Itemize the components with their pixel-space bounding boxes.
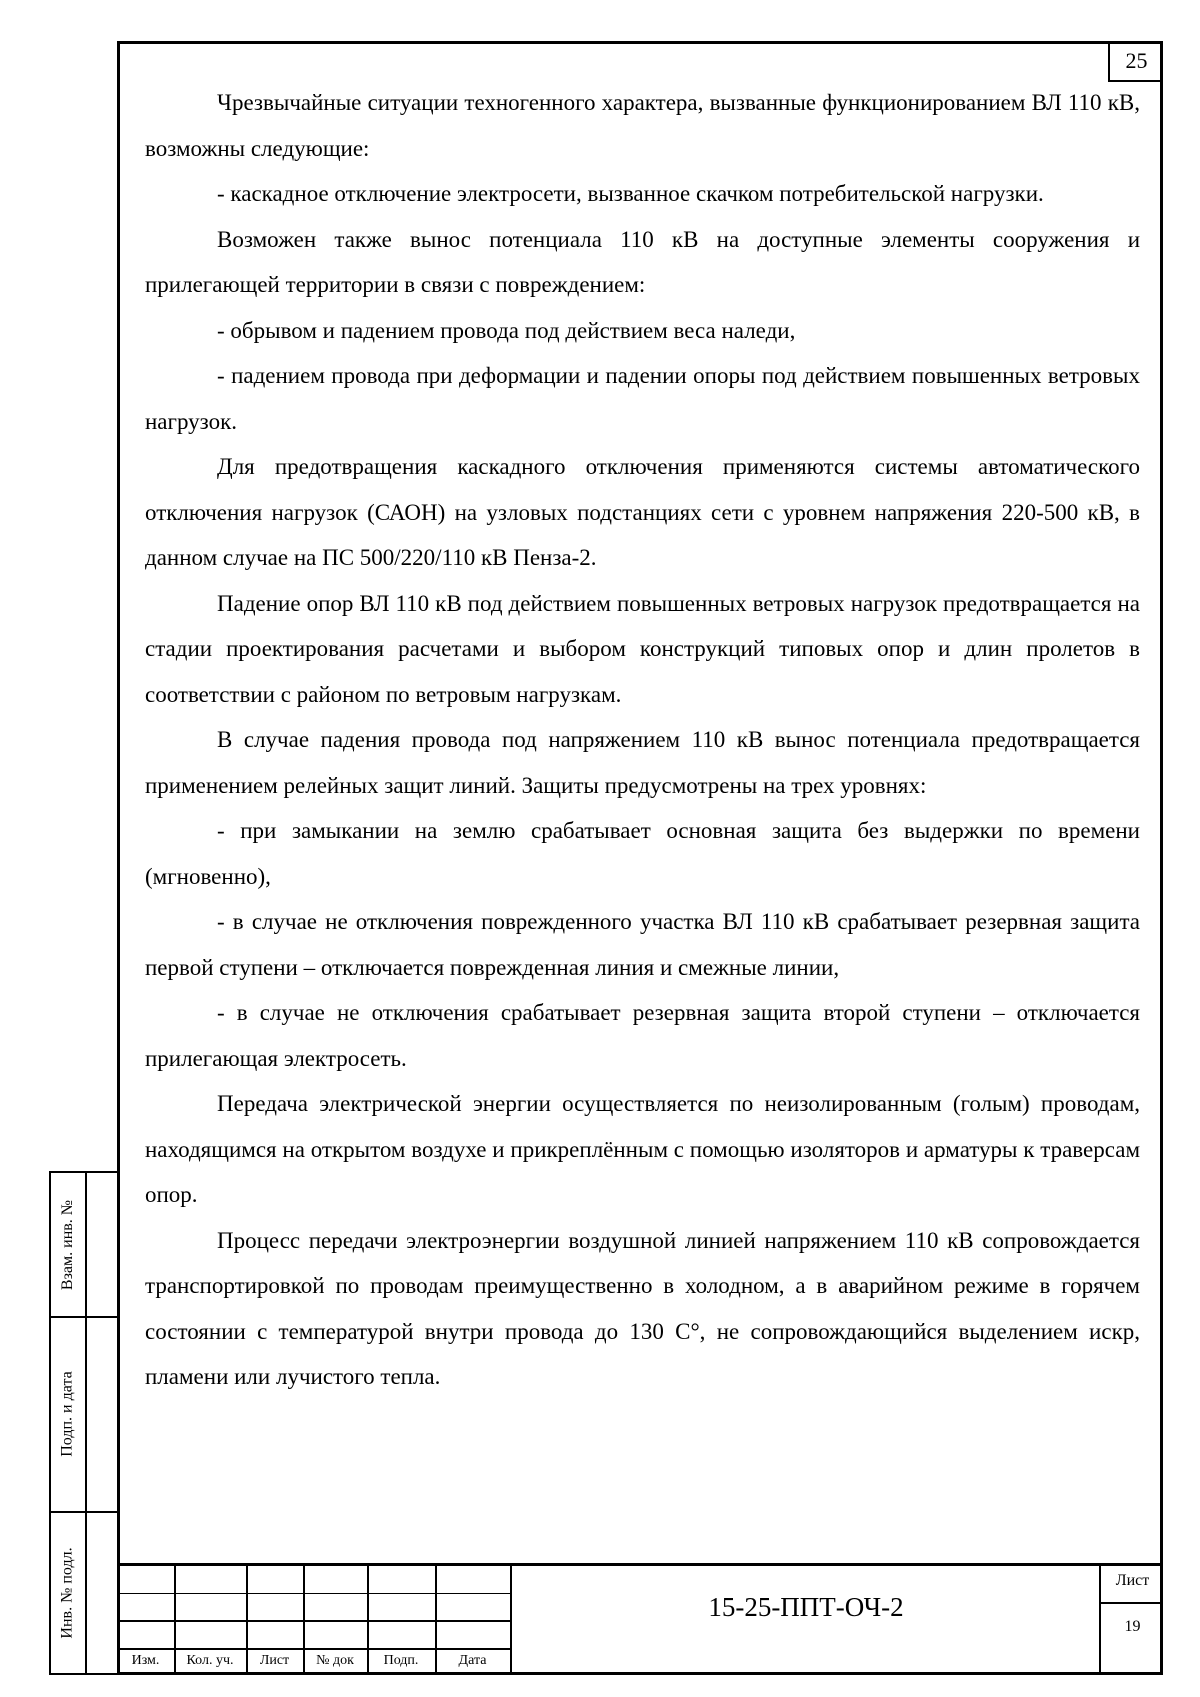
tb-col-line [1099, 1566, 1101, 1675]
paragraph: В случае падения провода под напряжением 110 кВ вынос потенциала предотвращается применением релейных защит линий. Защиты предусмотрены на трех уровнях: [145, 727, 1140, 798]
paragraph: Передача электрической энергии осуществляется по неизолированным (голым) проводам, находящимся на открытом воздухе и прикреплённым с помощью изоляторов и арматуры к траверсам опор. [145, 1091, 1140, 1207]
paragraph: Процесс передачи электроэнергии воздушной линией напряжением 110 кВ сопровождается транспортировкой по проводам преимущественно в холодном, а в аварийном режиме в горячем состоянии с температурой внутри провода до 130 С°, не сопровождающийся выделением искр, пламени или лучистого тепла. [145, 1227, 1140, 1389]
paragraph: - каскадное отключение электросети, вызванное скачком потребительской нагрузки. [217, 181, 1044, 206]
inv-replace-cell [53, 1173, 83, 1316]
paragraph: - падением провода при деформации и падении опоры под действием повышенных ветровых нагрузок. [145, 363, 1140, 434]
paragraph: Возможен также вынос потенциала 110 кВ на доступные элементы сооружения и прилегающей территории в связи с повреждением: [145, 226, 1140, 297]
col-podp-label: Подп. [383, 1653, 419, 1668]
col-kol-label: Кол. уч. [186, 1653, 234, 1668]
col-data-label: Дата [458, 1653, 487, 1668]
document-code: 15-25-ППТ-ОЧ-2 [708, 1592, 904, 1622]
side-stamp [49, 1171, 117, 1675]
side-stamp-divider [85, 1173, 87, 1673]
sign-date-cell [53, 1316, 83, 1511]
inv-orig-label: Инв. № подл. [59, 1547, 77, 1639]
paragraph: - обрывом и падением провода под действием веса наледи, [217, 317, 796, 343]
col-izm-label: Изм. [131, 1653, 160, 1668]
sheet-number: 19 [1124, 1618, 1141, 1635]
col-list-label: Лист [259, 1653, 290, 1668]
col-ndok-label: № док [316, 1653, 354, 1668]
paragraph: Чрезвычайные ситуации техногенного характера, вызванные функционированием ВЛ 110 кВ, возможны следующие: [145, 90, 1140, 161]
paragraph: - при замыкании на землю срабатывает основная защита без выдержки по времени (мгновенно), [145, 818, 1140, 889]
inv-replace-label: Взам. инв. № [59, 1199, 77, 1290]
tb-sheet-line [1099, 1602, 1163, 1604]
paragraph: - в случае не отключения поврежденного участка ВЛ 110 кВ срабатывает резервная защита первой ступени – отключается поврежденная линия и смежные линии, [145, 909, 1140, 980]
paragraph: - в случае не отключения срабатывает резервная защита второй ступени – отключается прилегающая электросеть. [145, 1000, 1140, 1071]
paragraph: Падение опор ВЛ 110 кВ под действием повышенных ветровых нагрузок предотвращается на стадии проектирования расчетами и выбором конструкций типовых опор и длин пролетов в соответствии с районом по ветровым нагрузкам. [145, 590, 1140, 707]
tb-col-line [510, 1566, 512, 1675]
tb-row-line [117, 1593, 510, 1594]
page-number: 25 [1108, 41, 1163, 82]
sheet-label: Лист [1115, 1572, 1150, 1589]
title-block [117, 1563, 1163, 1675]
sign-date-label: Подп. и дата [59, 1370, 77, 1457]
inv-orig-cell [53, 1511, 83, 1675]
tb-row-line [117, 1620, 510, 1622]
main-text [145, 80, 1140, 1400]
paragraph: Для предотвращения каскадного отключения применяются системы автоматического отключения нагрузок (САОН) на узловых подстанциях сети с уровнем напряжения 220-500 кВ, в данном случае на ПС 500/220/110 кВ Пенза-2. [145, 454, 1140, 570]
